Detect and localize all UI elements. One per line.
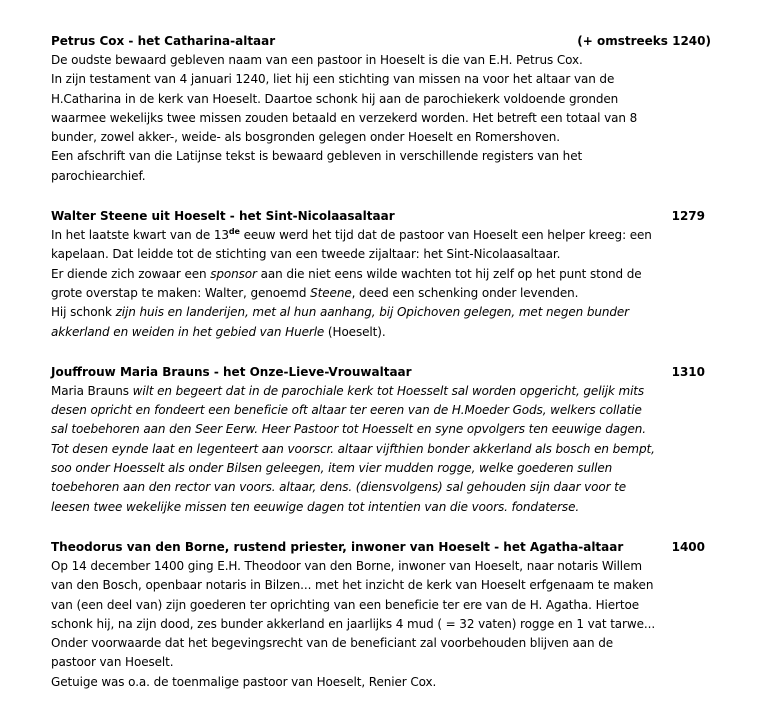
text-run: van den Bosch, openbaar notaris in Bilzen... met het inzicht de kerk van Hoeselt erfgenaam te maken [51, 578, 654, 593]
text-run: van (een deel van) zijn goederen ter oprichting van een beneficie ter ere van de H. Agatha. Hiertoe [51, 597, 640, 612]
text-line [51, 576, 721, 595]
text-run: parochiearchief. [51, 168, 146, 183]
text-line [51, 673, 721, 692]
text-line [51, 128, 721, 147]
section-year: 1279 [671, 209, 705, 224]
text-line [51, 382, 721, 401]
text-line [51, 323, 721, 342]
text-line [51, 615, 721, 634]
section-title: Walter Steene uit Hoeselt - het Sint-Nicolaasaltaar [51, 209, 395, 224]
text-run: In zijn testament van 4 januari 1240, liet hij een stichting van missen na voor het altaar van de [51, 72, 615, 87]
text-line [51, 653, 721, 672]
italic-text-run: zijn huis en landerijen, met al hun aanhang, bij Opichoven gelegen, met negen bunder [115, 305, 629, 320]
text-line [51, 303, 721, 322]
text-line [51, 90, 721, 109]
text-run: Hij schonk [51, 305, 116, 320]
ordinal-suffix: de [228, 227, 240, 237]
text-run: Onder voorwaarde dat het begevingsrecht van de beneficiant zal voorbehouden blijven aan de [51, 636, 614, 651]
section-paragraph [51, 382, 721, 517]
text-run: Op 14 december 1400 ging E.H. Theodoor van den Borne, inwoner van Hoeselt, naar notaris Willem [51, 558, 642, 573]
text-run: H.Catharina in de kerk van Hoeselt. Daartoe schonk hij aan de parochiekerk voldoende gronden [51, 91, 619, 106]
text-run: , deed een schenking onder levenden. [351, 285, 579, 300]
italic-text-run: desen opricht en fondeert een beneficie oft altaar ter eeren van de H.Moeder Gods, welkers collatie [51, 403, 642, 418]
text-line [51, 420, 721, 439]
text-run: grote overstap te maken: Walter, genoemd [51, 285, 311, 300]
text-run: waarmee wekelijks twee missen zouden betaald en verzekerd worden. Het betreft een totaal van 8 [51, 110, 638, 125]
section-paragraph [51, 51, 721, 186]
section-year: (+ omstreeks 1240) [577, 34, 711, 48]
section-title: Jouffrouw Maria Brauns - het Onze-Lieve-Vrouwaltaar [51, 364, 412, 379]
italic-text-run: akkerland en weiden in het gebied van Huerle [51, 324, 325, 339]
italic-text-run: toebehoren aan den rector van voors. altaar, dens. (diensvolgens) sal gehouden sijn daar voor te [51, 480, 627, 495]
text-line [51, 147, 721, 166]
text-line [51, 245, 721, 264]
section-heading [51, 363, 721, 382]
text-run: Maria Brauns [51, 383, 133, 398]
section-walter-steene [51, 207, 721, 342]
text-run: Een afschrift van die Latijnse tekst is bewaard gebleven in verschillende registers van het [51, 149, 583, 164]
text-run: (Hoeselt). [324, 324, 386, 339]
text-line [51, 634, 721, 653]
italic-text-run: wilt en begeert dat in de parochiale kerk tot Hoesselt sal worden opgericht, gelijk mits [132, 383, 645, 398]
italic-text-run: sal toebehoren aan den Seer Eerw. Heer Pastoor tot Hoesselt en syne opvolgers ten eeuwige dagen. [51, 422, 647, 437]
text-line [51, 51, 721, 70]
text-line [51, 498, 721, 517]
text-run: Er diende zich zowaar een [51, 266, 211, 281]
italic-text-run: Steene [310, 285, 352, 300]
text-run: pastoor van Hoeselt. [51, 655, 174, 670]
text-line [51, 440, 721, 459]
italic-text-run: sponsor [210, 266, 257, 281]
section-paragraph [51, 226, 721, 342]
text-line [51, 167, 721, 186]
text-run: Getuige was o.a. de toenmalige pastoor van Hoeselt, Renier Cox. [51, 674, 437, 689]
section-paragraph [51, 557, 721, 692]
italic-text-run: Tot desen eynde laat en legenteert aan voorscr. altaar vijfthien bonder akkerland als bosch en bempt, [51, 441, 655, 456]
section-heading [51, 538, 721, 557]
text-line [51, 284, 721, 303]
text-line [51, 226, 721, 245]
text-line [51, 596, 721, 615]
text-run: eeuw werd het tijd dat de pastoor van Hoeselt een helper kreeg: een [239, 228, 652, 243]
section-heading [51, 207, 721, 226]
text-line [51, 109, 721, 128]
text-line [51, 459, 721, 478]
text-run: De oudste bewaard gebleven naam van een pastoor in Hoeselt is die van E.H. Petrus Cox. [51, 53, 583, 67]
document-body [51, 32, 721, 713]
section-year: 1310 [671, 364, 705, 379]
text-line [51, 478, 721, 497]
section-petrus-cox [51, 32, 721, 186]
text-line [51, 70, 721, 89]
text-line [51, 265, 721, 284]
text-run: bunder, zowel akker-, weide- als bosgronden gelegen onder Hoeselt en Romershoven. [51, 130, 561, 145]
section-maria-brauns [51, 363, 721, 517]
text-run: In het laatste kwart van de 13 [51, 228, 229, 243]
section-title: Theodorus van den Borne, rustend priester, inwoner van Hoeselt - het Agatha-altaar [51, 539, 624, 554]
section-title: Petrus Cox - het Catharina-altaar [51, 34, 276, 48]
italic-text-run: soo onder Hoesselt als onder Bilsen geleegen, item vier mudden rogge, welke goederen sullen [51, 461, 613, 476]
text-run: schonk hij, na zijn dood, zes bunder akkerland en jaarlijks 4 mud ( = 32 vaten) rogge en 1 vat tarwe... [51, 616, 656, 631]
text-run: kapelaan. Dat leidde tot de stichting van een tweede zijaltaar: het Sint-Nicolaasaltaar. [51, 247, 561, 262]
section-theodorus-van-den-borne [51, 538, 721, 692]
section-heading [51, 32, 721, 51]
section-year: 1400 [671, 539, 705, 554]
text-run: aan die niet eens wilde wachten tot hij zelf op het punt stond de [256, 266, 642, 281]
text-line [51, 401, 721, 420]
text-line [51, 557, 721, 576]
italic-text-run: leesen twee wekelijke missen ten eeuwige dagen tot intentien van die voors. fondaterse. [51, 499, 580, 514]
